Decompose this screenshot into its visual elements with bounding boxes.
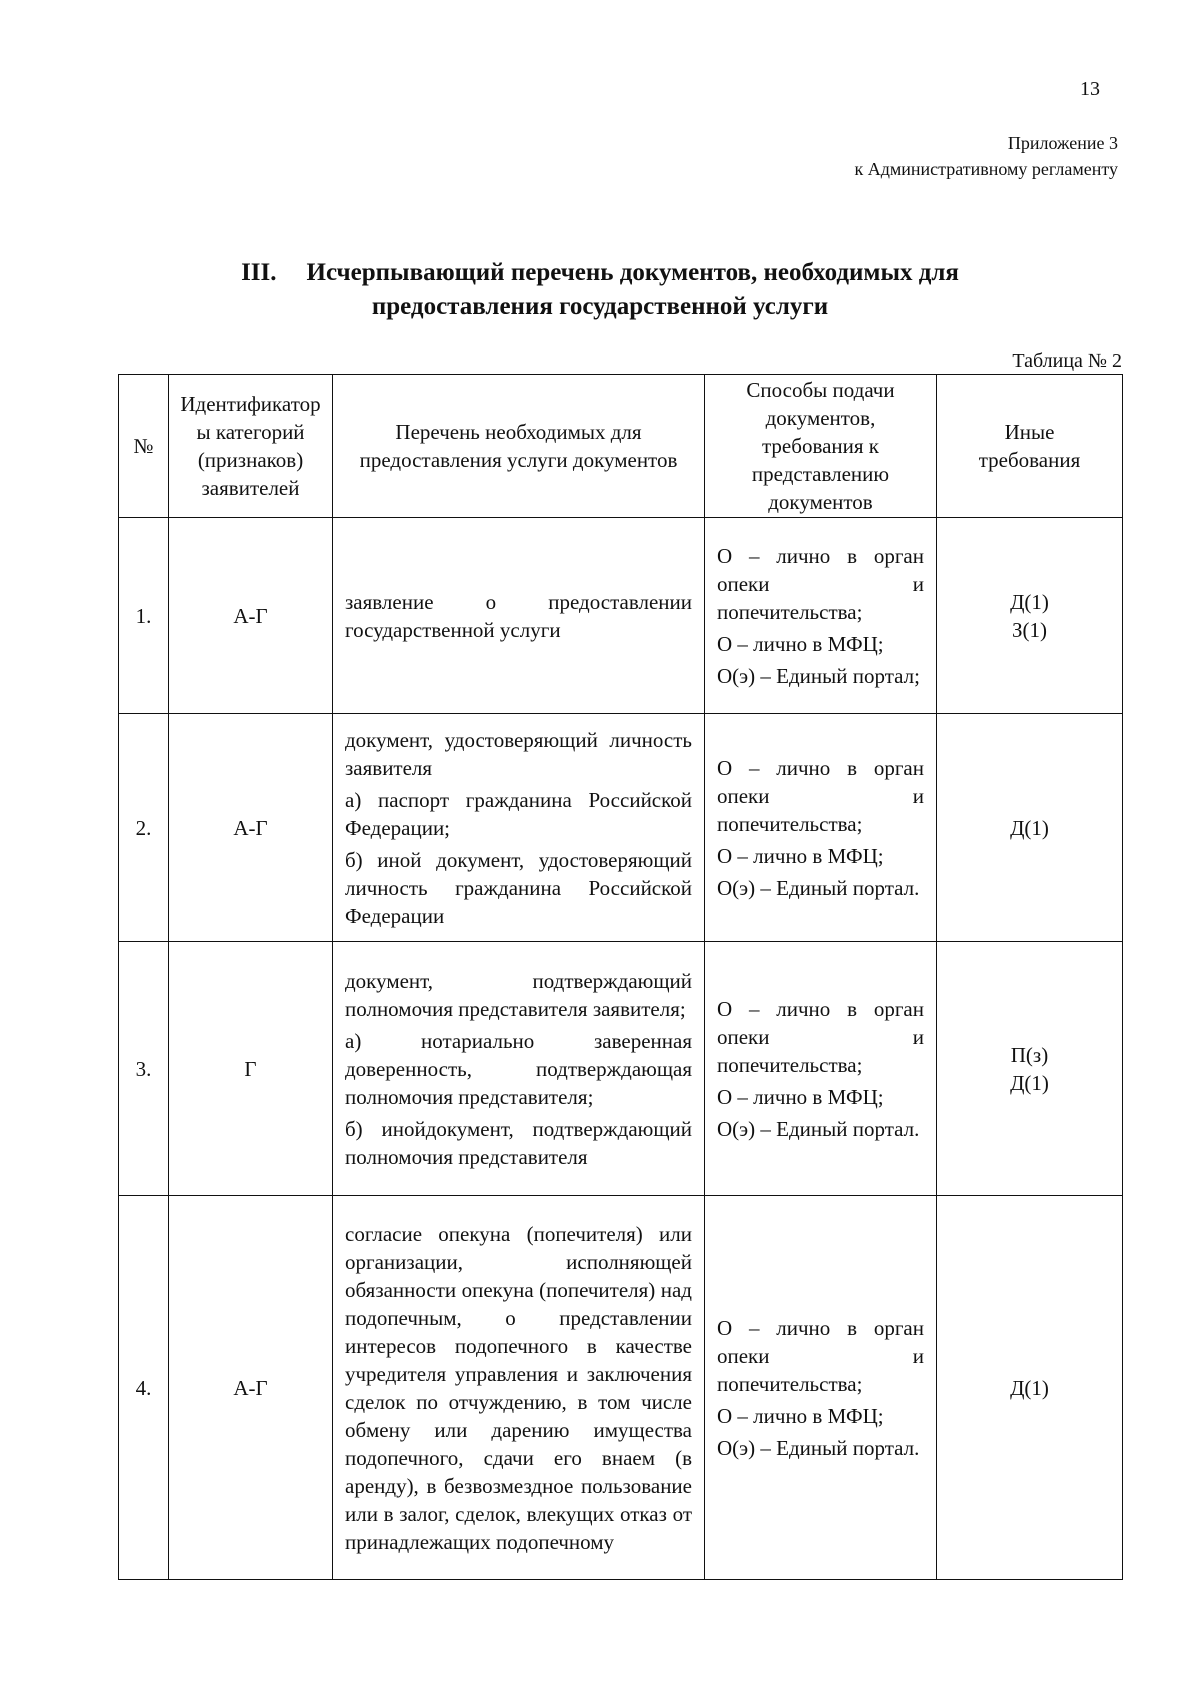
submission-item: О – лично в орган опеки и попечительства; (717, 543, 924, 624)
table-label: Таблица № 2 (1012, 350, 1122, 372)
row-applicant-id: А-Г (169, 518, 333, 714)
document-item: документ, подтверждающий полномочия представителя заявителя; (345, 968, 692, 1021)
submission-item: О(э) – Единый портал. (717, 875, 920, 900)
other-requirement: Д(1) (1010, 1070, 1049, 1095)
header-submission-line: представлению (751, 462, 890, 486)
heading-number: III. (241, 259, 277, 286)
row-submission (705, 714, 937, 942)
other-requirement: Д(1) (1010, 589, 1049, 614)
header-other-line: Иные (1004, 420, 1055, 444)
header-submission-line: документов (768, 490, 873, 514)
submission-item: О – лично в МФЦ; (717, 1084, 884, 1109)
table-row (119, 714, 1123, 942)
row-number: 2. (119, 714, 169, 942)
row-documents (333, 714, 705, 942)
row-submission (705, 1196, 937, 1580)
header-documents-line: предоставления услуги документов (359, 448, 678, 472)
header-submission-line: требования к (762, 434, 879, 458)
header-id-line: ы категорий (196, 420, 305, 444)
heading-line-1 (0, 256, 1200, 290)
header-submission-line: документов, (765, 406, 876, 430)
row-other-requirements (937, 1196, 1123, 1580)
document-item: б) инойдокумент, подтверждающий полномочия представителя (345, 1116, 692, 1169)
row-number: 1. (119, 518, 169, 714)
header-other-line: требования (978, 448, 1081, 472)
submission-item: О – лично в орган опеки и попечительства; (717, 755, 924, 836)
row-applicant-id: А-Г (169, 1196, 333, 1580)
document-item: а) паспорт гражданина Российской Федерации; (345, 787, 692, 840)
document-item: а) нотариально заверенная доверенность, подтверждающая полномочия представителя; (345, 1028, 692, 1109)
header-num: № (119, 375, 169, 518)
submission-item: О – лично в орган опеки и попечительства; (717, 996, 924, 1077)
appendix-line-1: Приложение 3 (1007, 133, 1118, 153)
header-submission-line: Способы подачи (746, 378, 895, 402)
submission-item: О(э) – Единый портал; (717, 663, 920, 688)
appendix-note (854, 130, 1118, 182)
row-documents (333, 1196, 705, 1580)
submission-item: О(э) – Единый портал. (717, 1116, 920, 1141)
submission-item: О – лично в орган опеки и попечительства; (717, 1315, 924, 1396)
header-id-line: Идентификатор (180, 392, 321, 416)
row-submission (705, 942, 937, 1196)
header-id-line: (признаков) (197, 448, 304, 472)
header-documents-line: Перечень необходимых для (395, 420, 642, 444)
table-row (119, 518, 1123, 714)
other-requirement: Д(1) (1010, 815, 1049, 840)
header-submission (705, 375, 937, 518)
document-item: согласие опекуна (попечителя) или организации, исполняющей обязанности опекуна (попечителя) над подопечным, о представлении интересов подопечного в качестве учредителя управления и заключения сделок по отчуждению, в том числе обмену или дарению имущества подопечного, сдачи его внаем (в аренду), в безвозмездное пользование или в залог, сделок, влекущих отказ от принадлежащих подопечному (345, 1221, 692, 1554)
section-heading (0, 256, 1200, 324)
other-requirement: З(1) (1011, 617, 1047, 642)
document-item: документ, удостоверяющий личность заявителя (345, 727, 692, 780)
document-item: заявление о предоставлении государственной услуги (345, 589, 692, 642)
submission-item: О – лично в МФЦ; (717, 1403, 884, 1428)
other-requirement: Д(1) (1010, 1375, 1049, 1400)
row-documents (333, 518, 705, 714)
page-number: 13 (1080, 78, 1100, 100)
row-applicant-id: А-Г (169, 714, 333, 942)
row-applicant-id: Г (169, 942, 333, 1196)
documents-table (118, 374, 1123, 1580)
header-id (169, 375, 333, 518)
heading-text-1: Исчерпывающий перечень документов, необходимых для (306, 259, 959, 286)
submission-item: О – лично в МФЦ; (717, 631, 884, 656)
header-id-line: заявителей (201, 476, 300, 500)
submission-item: О – лично в МФЦ; (717, 843, 884, 868)
header-documents (333, 375, 705, 518)
table-header-row (119, 375, 1123, 518)
row-number: 4. (119, 1196, 169, 1580)
submission-item: О(э) – Единый портал. (717, 1435, 920, 1460)
table-row (119, 1196, 1123, 1580)
header-other (937, 375, 1123, 518)
table-row (119, 942, 1123, 1196)
document-item: б) иной документ, удостоверяющий личность гражданина Российской Федерации (345, 847, 692, 928)
row-documents (333, 942, 705, 1196)
appendix-line-2: к Административному регламенту (854, 159, 1118, 179)
other-requirement: П(з) (1010, 1042, 1049, 1067)
heading-line-2: предоставления государственной услуги (371, 293, 829, 320)
row-submission (705, 518, 937, 714)
row-other-requirements (937, 714, 1123, 942)
row-other-requirements (937, 942, 1123, 1196)
row-other-requirements (937, 518, 1123, 714)
row-number: 3. (119, 942, 169, 1196)
